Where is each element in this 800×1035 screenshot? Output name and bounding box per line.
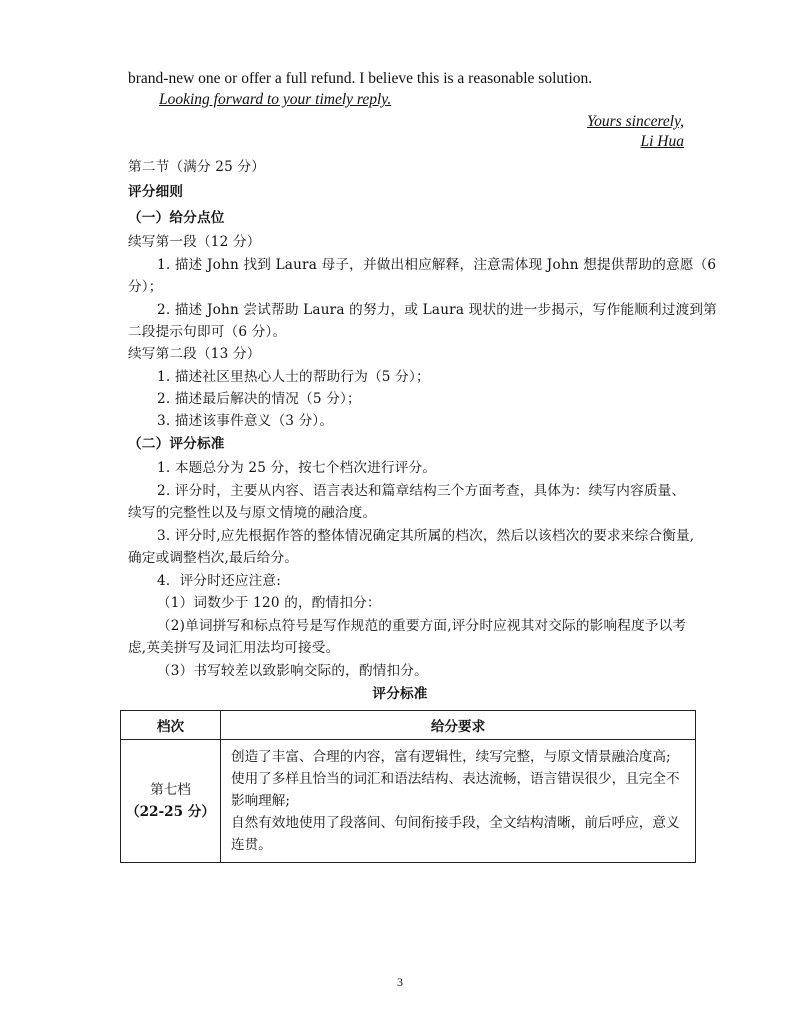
table-title: 评分标准 — [372, 686, 428, 702]
standard-item1: 1. 本题总分为 25 分，按七个档次进行评分。 — [157, 460, 437, 476]
letter-body-line: brand-new one or offer a full refund. I believe this is a reasonable solution. — [128, 70, 593, 87]
para2-item1: 1. 描述社区里热心人士的帮助行为（5 分）； — [157, 369, 430, 385]
letter-closing-sentence: Looking forward to your timely reply. — [159, 91, 392, 108]
standard-item4: 4．评分时还应注意: — [157, 573, 281, 589]
requirement-line: 影响理解; — [231, 793, 290, 809]
requirement-line: 自然有效地使用了段落间、句间衔接手段，全文结构清晰，前后呼应，意义 — [231, 815, 680, 831]
letter-valediction: Yours sincerely, — [586, 113, 684, 130]
para1-item2-line1: 2. 描述 John 尝试帮助 Laura 的努力，或 Laura 现状的进一步揭示，写作能顺利过渡到第 — [157, 302, 717, 318]
column-header-level: 档次 — [121, 711, 221, 740]
para2-item3: 3. 描述该事件意义（3 分）。 — [157, 413, 334, 429]
column-header-requirements: 给分要求 — [221, 711, 696, 740]
requirement-line: 使用了多样且恰当的词汇和语法结构、表达流畅，语言错误很少，且完全不 — [231, 771, 680, 787]
standard-item3-line2: 确定或调整档次,最后给分。 — [128, 550, 299, 566]
level-name: 第七档 — [150, 782, 191, 798]
part2-heading: （二）评分标准 — [128, 436, 225, 452]
part1-heading: （一）给分点位 — [128, 210, 225, 226]
requirement-line: 创造了丰富、合理的内容，富有逻辑性，续写完整，与原文情景融洽度高; — [231, 749, 671, 765]
section-title: 第二节（满分 25 分） — [128, 159, 266, 175]
para2-item2: 2. 描述最后解决的情况（5 分）； — [157, 391, 361, 407]
note3: （3）书写较差以致影响交际的，酌情扣分。 — [157, 663, 428, 679]
para2-title: 续写第二段（13 分） — [128, 346, 261, 362]
rubric-heading: 评分细则 — [128, 184, 184, 200]
table-header-row — [121, 711, 696, 740]
para1-title: 续写第一段（12 分） — [128, 234, 261, 250]
standard-item3-line1: 3. 评分时,应先根据作答的整体情况确定其所属的档次，然后以该档次的要求来综合衡量, — [157, 528, 695, 544]
requirements-cell — [221, 740, 696, 863]
para1-item2-line2: 二段提示句即可（6 分）。 — [128, 324, 287, 340]
scoring-table — [120, 710, 696, 863]
letter-signature: Li Hua — [640, 133, 684, 150]
table-row — [121, 740, 696, 863]
level-cell — [121, 740, 221, 863]
standard-item2-line1: 2. 评分时，主要从内容、语言表达和篇章结构三个方面考查，具体为：续写内容质量、 — [157, 483, 686, 499]
para1-item1-line2: 分）； — [128, 279, 163, 295]
level-range: （22-25 分） — [126, 804, 215, 820]
requirement-line: 连贯。 — [231, 837, 272, 853]
note1: （1）词数少于 120 的，酌情扣分： — [157, 595, 381, 611]
standard-item2-line2: 续写的完整性以及与原文情境的融洽度。 — [128, 505, 377, 521]
note2-line2: 虑,英美拼写及词汇用法均可接受。 — [128, 640, 340, 656]
page-number: 3 — [397, 975, 403, 989]
para1-item1-line1: 1. 描述 John 找到 Laura 母子，并做出相应解释，注意需体现 John 想提供帮助的意愿（6 — [157, 257, 717, 273]
note2-line1: （2)单词拼写和标点符号是写作规范的重要方面,评分时应视其对交际的影响程度予以考 — [157, 618, 687, 634]
